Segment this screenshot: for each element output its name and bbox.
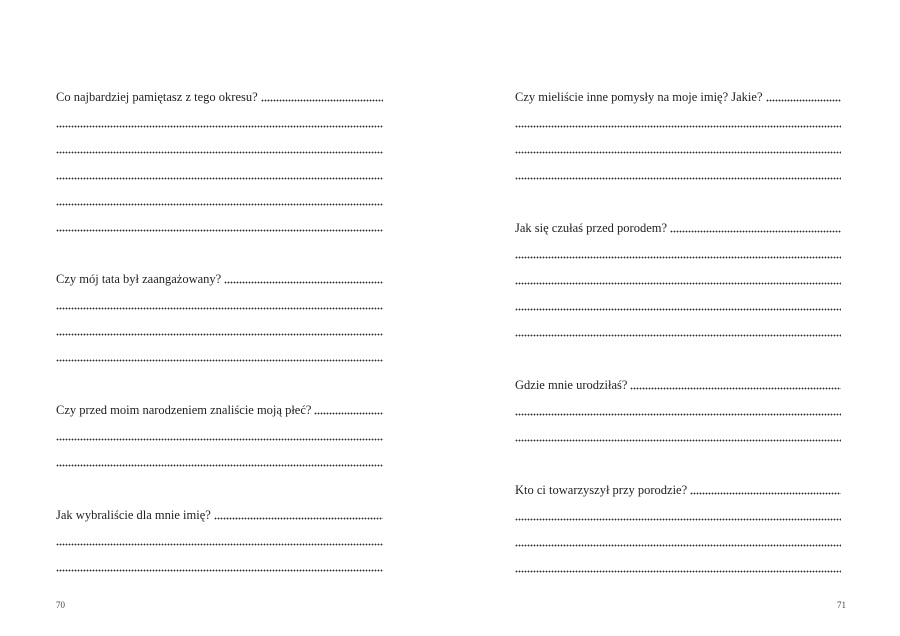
question-text: Kto ci towarzyszył przy porodzie?	[515, 483, 688, 497]
question-line	[515, 366, 841, 392]
dotted-answer-line[interactable]	[515, 543, 841, 547]
question-block	[515, 78, 841, 182]
question-line	[56, 260, 383, 286]
answer-line[interactable]	[56, 286, 383, 312]
answer-line[interactable]	[56, 443, 383, 469]
dotted-answer-line[interactable]	[56, 124, 383, 128]
dotted-answer-line[interactable]	[314, 411, 383, 415]
answer-line[interactable]	[515, 549, 841, 575]
answer-line[interactable]	[56, 130, 383, 156]
dotted-answer-line[interactable]	[515, 307, 841, 311]
answer-line[interactable]	[56, 182, 383, 208]
question-text: Czy przed moim narodzeniem znaliście moją płeć?	[56, 403, 312, 417]
answer-line[interactable]	[515, 104, 841, 130]
dotted-answer-line[interactable]	[515, 281, 841, 285]
dotted-answer-line[interactable]	[56, 228, 383, 232]
question-line	[56, 391, 383, 417]
question-line	[515, 78, 841, 104]
answer-line[interactable]	[515, 313, 841, 339]
dotted-answer-line[interactable]	[56, 437, 383, 441]
dotted-answer-line[interactable]	[690, 491, 841, 495]
dotted-answer-line[interactable]	[515, 517, 841, 521]
question-block	[515, 471, 841, 575]
question-line	[515, 209, 841, 235]
answer-line[interactable]	[515, 130, 841, 156]
dotted-answer-line[interactable]	[56, 202, 383, 206]
question-block	[56, 260, 383, 364]
answer-line[interactable]	[56, 208, 383, 234]
question-text: Czy mieliście inne pomysły na moje imię? Jakie?	[515, 90, 763, 104]
question-text: Czy mój tata był zaangażowany?	[56, 272, 222, 286]
dotted-answer-line[interactable]	[630, 386, 841, 390]
question-block	[56, 496, 383, 574]
dotted-answer-line[interactable]	[515, 255, 841, 259]
answer-line[interactable]	[515, 261, 841, 287]
question-block	[515, 366, 841, 444]
dotted-answer-line[interactable]	[515, 438, 841, 442]
question-line	[56, 496, 383, 522]
page-number: 71	[837, 600, 846, 610]
answer-line[interactable]	[515, 156, 841, 182]
dotted-answer-line[interactable]	[224, 280, 383, 284]
dotted-answer-line[interactable]	[515, 176, 841, 180]
answer-line[interactable]	[56, 522, 383, 548]
answer-line[interactable]	[515, 235, 841, 261]
answer-line[interactable]	[56, 104, 383, 130]
answer-line[interactable]	[56, 156, 383, 182]
page-number: 70	[56, 600, 65, 610]
answer-line[interactable]	[56, 338, 383, 364]
answer-line[interactable]	[515, 392, 841, 418]
right-question-column	[515, 78, 841, 602]
answer-line[interactable]	[56, 312, 383, 338]
dotted-answer-line[interactable]	[515, 569, 841, 573]
question-text: Jak wybraliście dla mnie imię?	[56, 508, 211, 522]
dotted-answer-line[interactable]	[56, 176, 383, 180]
question-line	[56, 78, 383, 104]
dotted-answer-line[interactable]	[56, 358, 383, 362]
answer-line[interactable]	[515, 418, 841, 444]
question-block	[56, 78, 383, 234]
dotted-answer-line[interactable]	[56, 568, 383, 572]
dotted-answer-line[interactable]	[515, 412, 841, 416]
question-line	[515, 471, 841, 497]
question-block	[56, 391, 383, 469]
dotted-answer-line[interactable]	[515, 333, 841, 337]
answer-line[interactable]	[515, 523, 841, 549]
left-question-column	[56, 78, 383, 601]
dotted-answer-line[interactable]	[56, 332, 383, 336]
dotted-answer-line[interactable]	[56, 306, 383, 310]
answer-line[interactable]	[515, 287, 841, 313]
dotted-answer-line[interactable]	[56, 150, 383, 154]
answer-line[interactable]	[56, 548, 383, 574]
dotted-answer-line[interactable]	[56, 463, 383, 467]
dotted-answer-line[interactable]	[214, 516, 383, 520]
answer-line[interactable]	[515, 497, 841, 523]
question-block	[515, 209, 841, 339]
question-text: Jak się czułaś przed porodem?	[515, 221, 668, 235]
dotted-answer-line[interactable]	[766, 98, 841, 102]
question-text: Co najbardziej pamiętasz z tego okresu?	[56, 90, 258, 104]
question-text: Gdzie mnie urodziłaś?	[515, 378, 628, 392]
dotted-answer-line[interactable]	[670, 229, 841, 233]
answer-line[interactable]	[56, 417, 383, 443]
right-page	[450, 0, 900, 636]
dotted-answer-line[interactable]	[56, 542, 383, 546]
dotted-answer-line[interactable]	[515, 150, 841, 154]
dotted-answer-line[interactable]	[515, 124, 841, 128]
dotted-answer-line[interactable]	[261, 98, 383, 102]
